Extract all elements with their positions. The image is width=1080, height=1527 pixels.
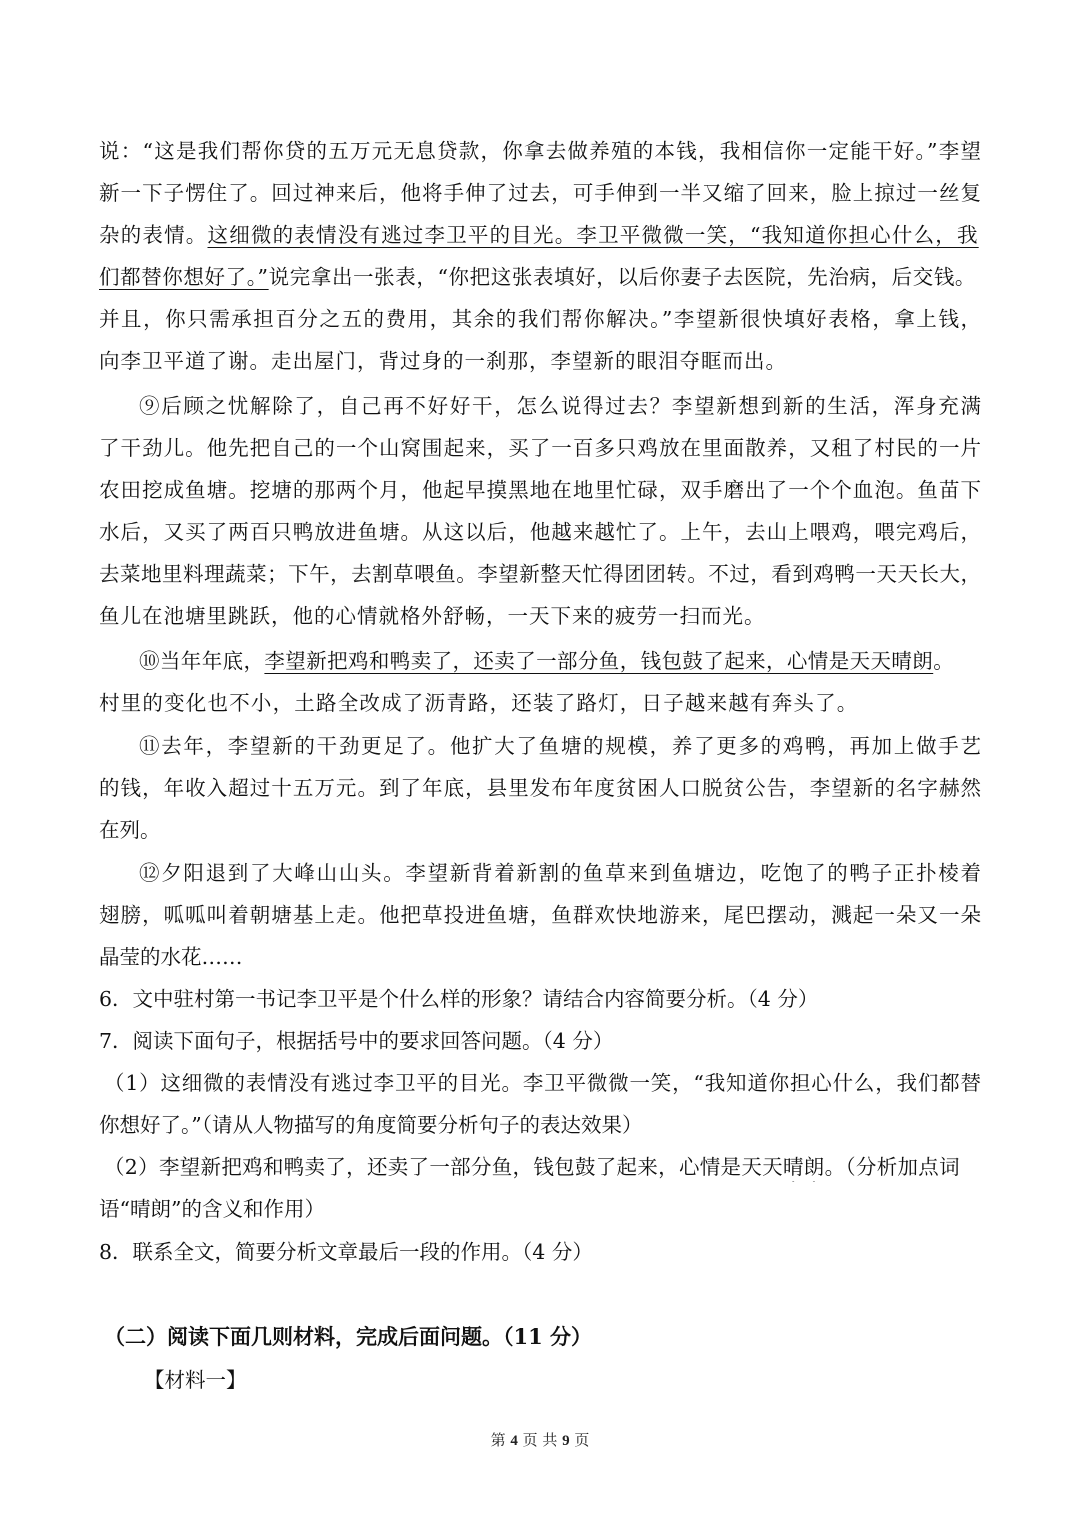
question-7-1-line-2: 你想好了。”（请从人物描写的角度简要分析句子的表达效果） (99, 1113, 643, 1137)
paragraph-8-line-5: 并且，你只需承担百分之五的费用，其余的我们帮你解决。”李望新很快填好表格，拿上钱， (99, 307, 981, 331)
paragraph-11-line-1: ⑪去年，李望新的干劲更足了。他扩大了鱼塘的规模，养了更多的鸡鸭，再加上做手艺 (139, 734, 981, 758)
paragraph-9-line-3: 农田挖成鱼塘。挖塘的那两个月，他起早摸黑地在地里忙碌，双手磨出了一个个血泡。鱼苗下 (99, 478, 981, 502)
paragraph-9-line-1: ⑨后顾之忧解除了，自己再不好好干，怎么说得过去？李望新想到新的生活，浑身充满 (139, 394, 981, 418)
paragraph-10-line-1 (139, 646, 981, 676)
footer-suffix: 页 (569, 1431, 590, 1449)
paragraph-10-line-1-end: 。 (933, 649, 955, 673)
question-7-2-line-1 (104, 1152, 981, 1182)
paragraph-8-line-6: 向李卫平道了谢。走出屋门，背过身的一刹那，李望新的眼泪夺眶而出。 (99, 349, 787, 373)
question-7-2-text-a: （2）李望新把鸡和鸭卖了，还卖了一部分鱼，钱包鼓了起来，心情是天天 (104, 1155, 783, 1179)
question-7-2-text-b: 。（分析加点词 (824, 1155, 960, 1179)
footer-page-number: 4 (510, 1433, 518, 1449)
paragraph-9-line-6: 鱼儿在池塘里跳跃，他的心情就格外舒畅，一天下来的疲劳一扫而光。 (99, 604, 766, 628)
paragraph-12-line-3: 晶莹的水花…… (99, 945, 243, 969)
footer-middle: 页 共 (517, 1431, 563, 1449)
paragraph-8-line-4 (99, 262, 981, 292)
question-7-2-line-2: 语“晴朗”的含义和作用） (99, 1197, 325, 1221)
paragraph-10-line-1-plain: ⑩当年年底， (139, 649, 265, 673)
question-8: 8．联系全文，简要分析文章最后一段的作用。（4 分） (99, 1240, 593, 1264)
underlined-sentence-2: 李望新把鸡和鸭卖了，还卖了一部分鱼，钱包鼓了起来，心情是天天晴朗 (264, 649, 934, 673)
paragraph-9-line-5: 去菜地里料理蔬菜；下午，去割草喂鱼。李望新整天忙得团团转。不过，看到鸡鸭一天天长大， (99, 562, 981, 586)
section-2-title: （二）阅读下面几则材料，完成后面问题。（11 分） (104, 1324, 593, 1349)
underlined-sentence-part-2: 们都替你想好了。” (99, 265, 269, 289)
dotted-word-qinglang: 晴朗 (782, 1155, 825, 1179)
underlined-sentence-part-1: 这细微的表情没有逃过李卫平的目光。李卫平微微一笑，“我知道你担心什么，我 (207, 223, 979, 247)
footer-total-pages: 9 (562, 1433, 570, 1449)
paragraph-8-line-3-plain: 杂的表情。 (99, 223, 208, 247)
material-1-heading: 【材料一】 (144, 1368, 247, 1392)
paragraph-9-line-4: 水后，又买了两百只鸭放进鱼塘。从这以后，他越来越忙了。上午，去山上喂鸡，喂完鸡后， (99, 520, 981, 544)
paragraph-8-line-1: 说：“这是我们帮你贷的五万元无息贷款，你拿去做养殖的本钱，我相信你一定能干好。”李望 (99, 139, 981, 163)
question-6: 6．文中驻村第一书记李卫平是个什么样的形象？请结合内容简要分析。（4 分） (99, 987, 819, 1011)
paragraph-11-line-3: 在列。 (99, 818, 161, 842)
paragraph-11-line-2: 的钱，年收入超过十五万元。到了年底，县里发布年度贫困人口脱贫公告，李望新的名字赫然 (99, 776, 981, 800)
footer-prefix: 第 (490, 1431, 511, 1449)
question-7: 7．阅读下面句子，根据括号中的要求回答问题。（4 分） (99, 1029, 614, 1053)
page-footer (0, 1428, 1080, 1453)
paragraph-12-line-2: 翅膀，呱呱叫着朝塘基上走。他把草投进鱼塘，鱼群欢快地游来，尾巴摆动，溅起一朵又一朵 (99, 903, 981, 927)
paragraph-9-line-2: 了干劲儿。他先把自己的一个山窝围起来，买了一百多只鸡放在里面散养，又租了村民的一片 (99, 436, 981, 460)
paragraph-12-line-1: ⑫夕阳退到了大峰山山头。李望新背着新割的鱼草来到鱼塘边，吃饱了的鸭子正扑棱着 (139, 861, 981, 885)
paragraph-10-line-2: 村里的变化也不小，土路全改成了沥青路，还装了路灯，日子越来越有奔头了。 (99, 691, 859, 715)
paragraph-8-line-2: 新一下子愣住了。回过神来后，他将手伸了过去，可手伸到一半又缩了回来，脸上掠过一丝复 (99, 181, 981, 205)
paragraph-8-line-3 (99, 220, 981, 250)
question-7-1-line-1: （1）这细微的表情没有逃过李卫平的目光。李卫平微微一笑，“我知道你担心什么，我们都替 (104, 1071, 981, 1095)
paragraph-8-line-4-plain: 说完拿出一张表，“你把这张表填好，以后你妻子去医院，先治病，后交钱。 (268, 265, 977, 289)
